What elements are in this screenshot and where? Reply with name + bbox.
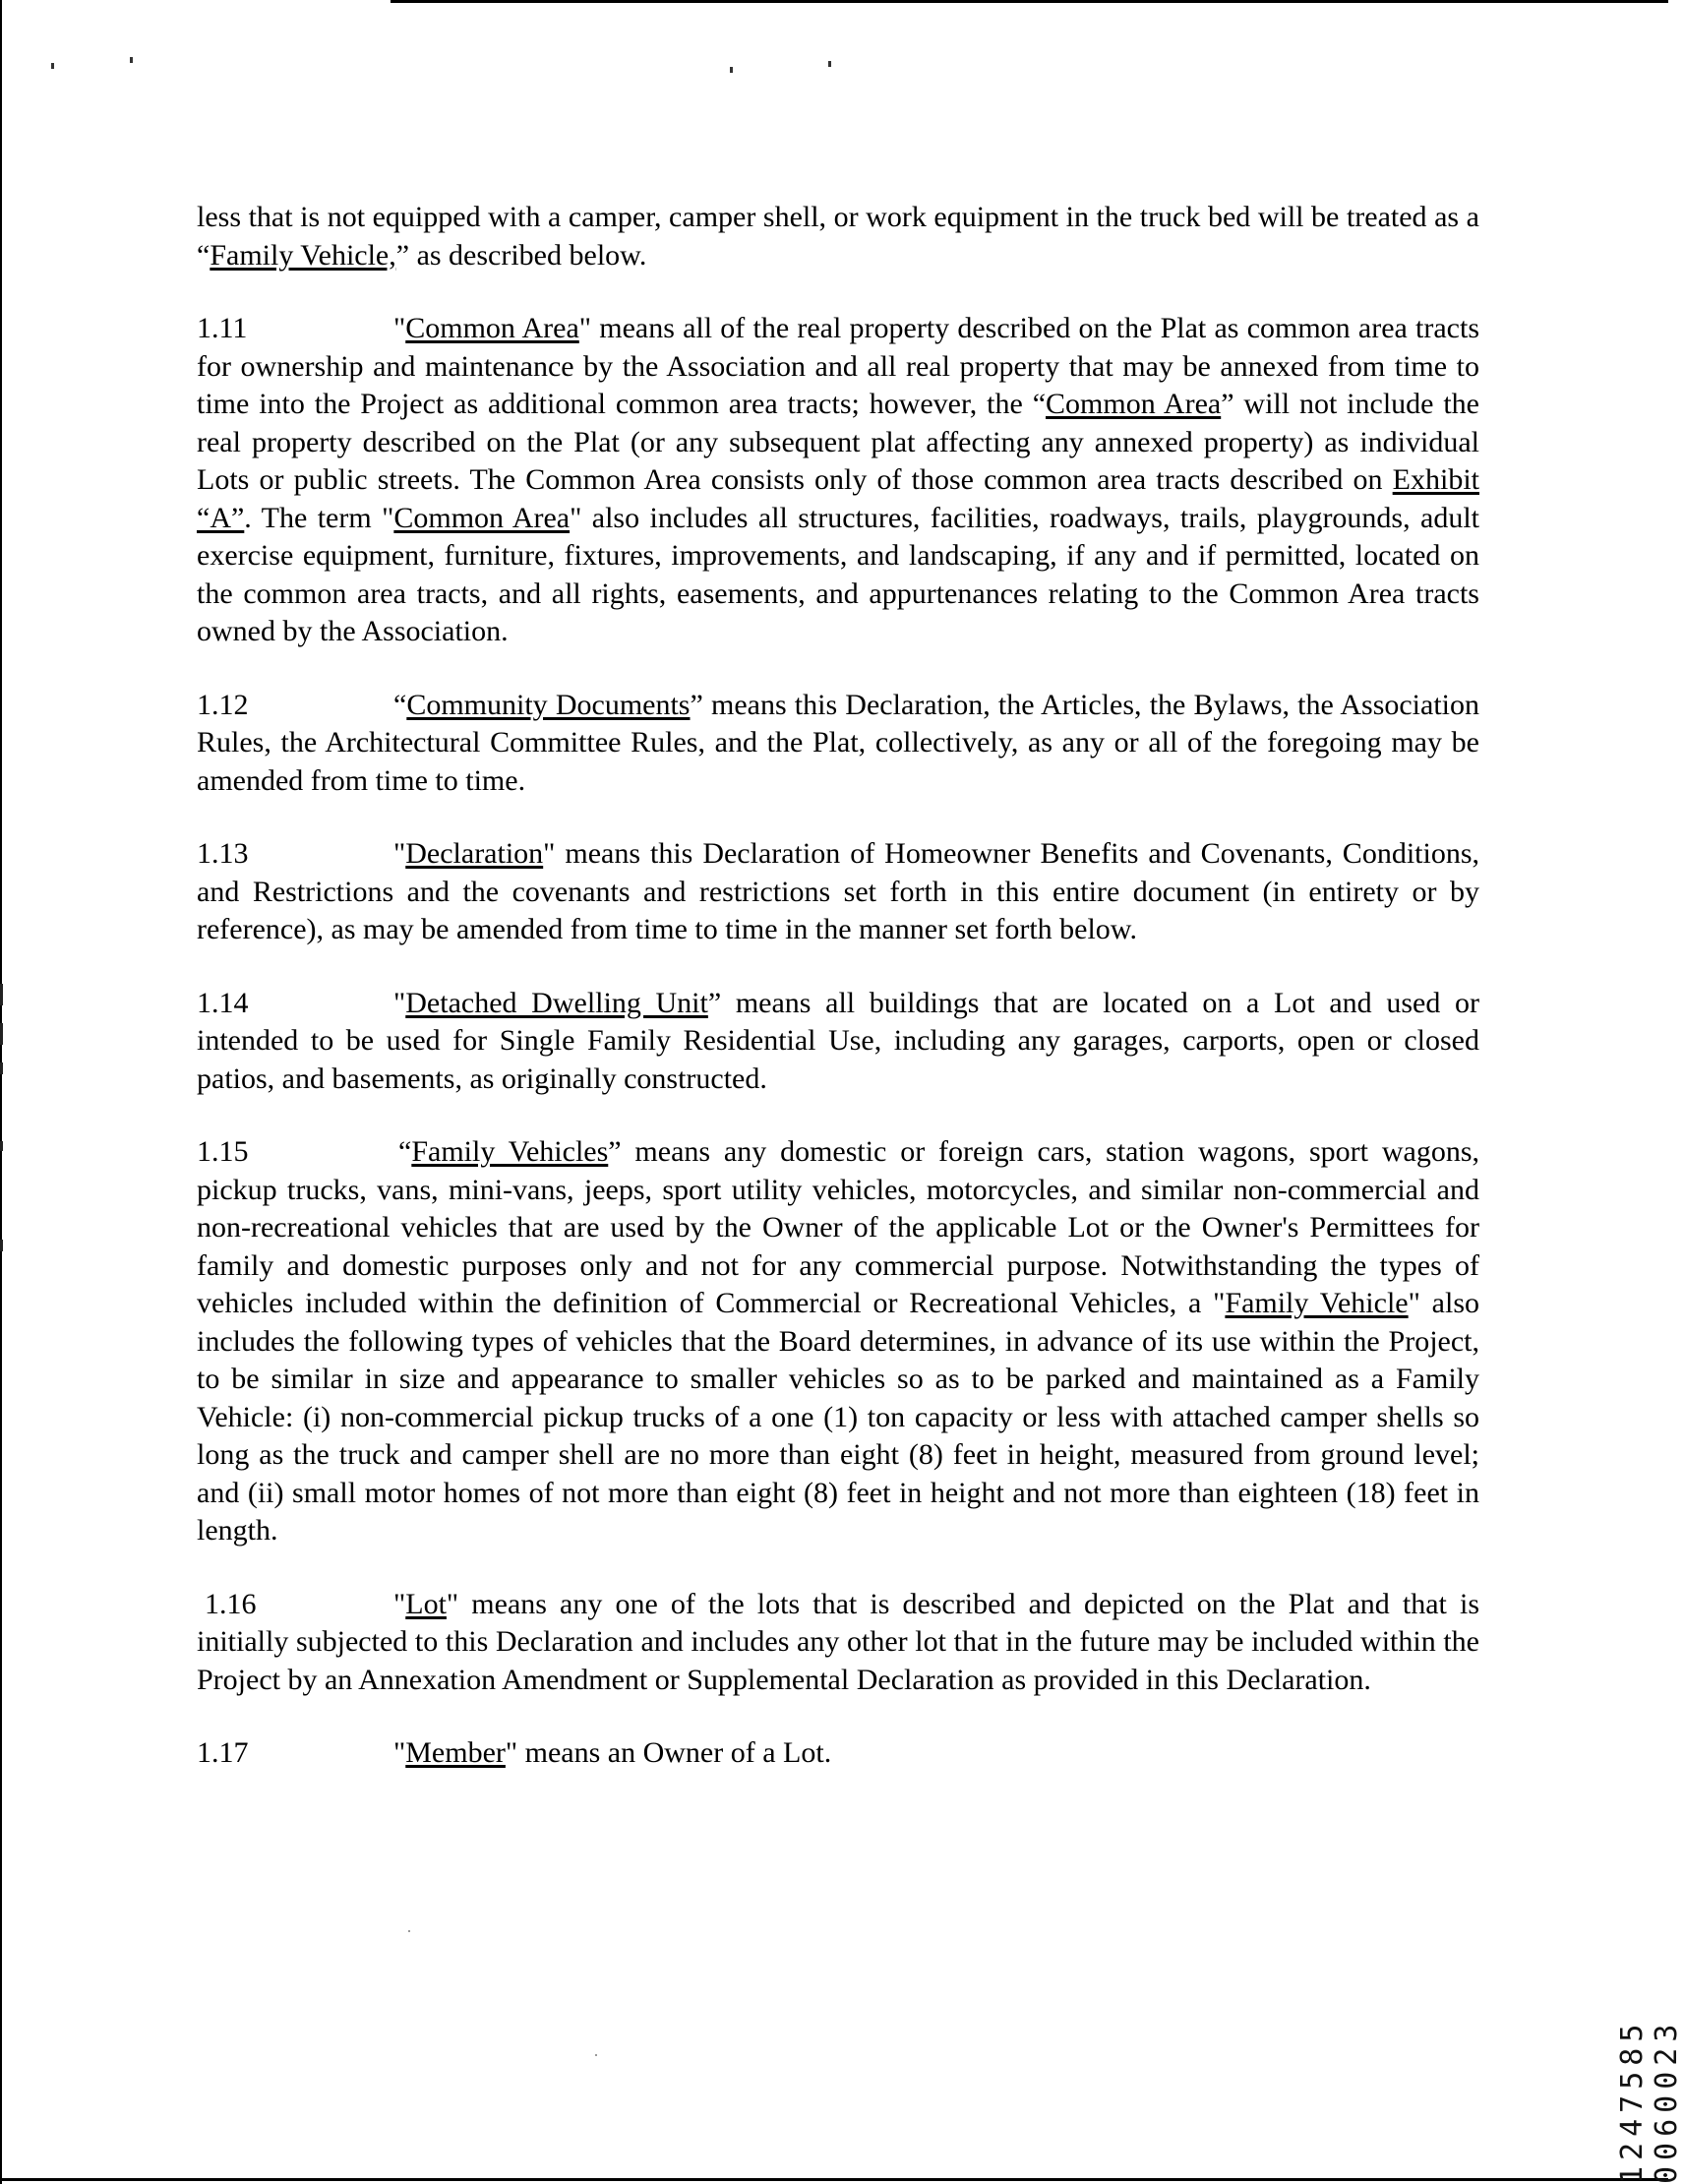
scan-mark	[828, 61, 831, 67]
recording-number: 1247585 0060023	[1615, 2018, 1684, 2184]
scan-edge-mark	[0, 1062, 3, 1074]
opening-paragraph	[197, 199, 1479, 274]
section-text: " means an Owner of a Lot.	[505, 1736, 832, 1769]
section-number: 1.17	[197, 1736, 249, 1769]
scan-speck	[408, 1930, 410, 1932]
scan-mark	[130, 57, 133, 63]
section-1-12	[197, 687, 1479, 801]
section-text: " means this Declaration of Homeowner Benefits and Covenants, Conditions, and Restrictions and the covenants and restrictions set forth in this entire document (in entirety or by reference), as may be amended from time to time in the manner set forth below.	[197, 837, 1479, 945]
defined-term: Lot	[405, 1587, 447, 1620]
section-text: ” means any domestic or foreign cars, station wagons, sport wagons, pickup trucks, vans, mini-vans, jeeps, sport utility vehicles, motorcycles, and similar non-commercial and non-recreational vehicles that are used by the Owner of the applicable Lot or the Owner's Permittees for family and domestic purposes only and not for any commercial purpose. Notwithstanding the types of vehicles included within the definition of Commercial or Recreational Vehicles, a "	[197, 1135, 1479, 1319]
section-text: "	[393, 986, 406, 1019]
scan-edge-mark	[0, 984, 3, 1005]
opening-text: less that is not equipped with a camper, camper shell, or work equipment in the truck bed will be treated as a “	[197, 201, 1479, 272]
section-text: ” means this Declaration, the Articles, the Bylaws, the Association Rules, the Architectural Committee Rules, and the Plat, collectively, as any or all of the foregoing may be amended from time to time.	[197, 688, 1479, 797]
section-number: 1.14	[197, 986, 249, 1019]
section-1-17	[197, 1734, 1479, 1773]
section-text: " means all of the real property described on the Plat as common area tracts for ownership and maintenance by the Association and all real property that may be annexed from time to time into the Project as additional common area tracts; however, the “	[197, 312, 1480, 420]
defined-term: Family Vehicles	[411, 1135, 609, 1168]
defined-term: Member	[405, 1736, 506, 1769]
section-number: 1.13	[197, 837, 249, 870]
section-text: " means any one of the lots that is described and depicted on the Plat and that is initially subjected to this Declaration and includes any other lot that in the future may be included within the Project by an Annexation Amendment or Supplemental Declaration as provided in this Declaration.	[197, 1587, 1479, 1696]
defined-term: Common Area	[393, 501, 571, 534]
opening-text-end: ” as described below.	[395, 238, 647, 272]
scan-edge-mark	[0, 1023, 3, 1045]
scan-edge-mark	[0, 1141, 3, 1151]
section-text: " also includes the following types of vehicles that the Board determines, in advance of its use within the Project, to be similar in size and appearance to smaller vehicles so as to be parked and maintained as a Family Vehicle: (i) non-commercial pickup trucks of a one (1) ton capacity or less with attached camper shells so long as the truck and camper shell are no more than eight (8) feet in height, measured from ground level; and (ii) small motor homes of not more than eight (8) feet in height and not more than eighteen (18) feet in length.	[197, 1287, 1479, 1547]
section-text: . The term "	[244, 501, 394, 534]
section-text: "	[393, 312, 406, 344]
section-text: "	[393, 1736, 406, 1769]
section-text: “	[398, 1135, 412, 1168]
section-1-11	[197, 310, 1479, 651]
section-1-13	[197, 835, 1479, 949]
defined-term: Common Area	[405, 312, 579, 344]
section-text: "	[393, 1587, 406, 1620]
defined-term: Detached Dwelling Unit	[405, 986, 708, 1019]
defined-term: Family Vehicle	[1225, 1287, 1409, 1319]
section-text: ” means all buildings that are located on a Lot and used or intended to be used for Single Family Residential Use, including any garages, carports, open or closed patios, and basements, as originally constructed.	[197, 986, 1479, 1095]
section-text: "	[393, 837, 406, 870]
section-number: 1.11	[197, 312, 248, 344]
section-1-15	[197, 1133, 1479, 1550]
section-text: " also includes all structures, facilities, roadways, trails, playgrounds, adult exercise equipment, furniture, fixtures, improvements, and landscaping, if any and if permitted, located on the common area tracts, and all rights, easements, and appurtenances relating to the Common Area tracts owned by the Association.	[197, 501, 1480, 647]
exhibit-reference: Exhibit “A”	[197, 463, 1479, 534]
section-1-16	[197, 1586, 1479, 1700]
bottom-scan-rule	[0, 2178, 1668, 2181]
scan-mark	[51, 63, 54, 69]
scan-speck	[595, 2054, 597, 2056]
defined-term: Community Documents	[406, 688, 691, 721]
defined-term: Declaration	[405, 837, 544, 870]
top-scan-rule	[391, 0, 1668, 3]
scan-edge-mark	[0, 1240, 3, 1251]
section-number: 1.15	[197, 1135, 249, 1168]
defined-term: Family Vehicle,	[210, 238, 396, 272]
document-body	[197, 199, 1479, 1773]
defined-term: Common Area	[1046, 388, 1222, 420]
section-1-14	[197, 985, 1479, 1099]
left-scan-border	[0, 0, 2, 2184]
scan-mark	[730, 67, 733, 73]
section-number: 1.12	[197, 688, 249, 721]
section-number: 1.16	[205, 1587, 257, 1620]
section-text: ” will not include the real property described on the Plat (or any subsequent plat affecting any annexed property) as individual Lots or public streets. The Common Area consists only of those common area tracts described on	[197, 388, 1480, 496]
section-text: “	[393, 688, 407, 721]
